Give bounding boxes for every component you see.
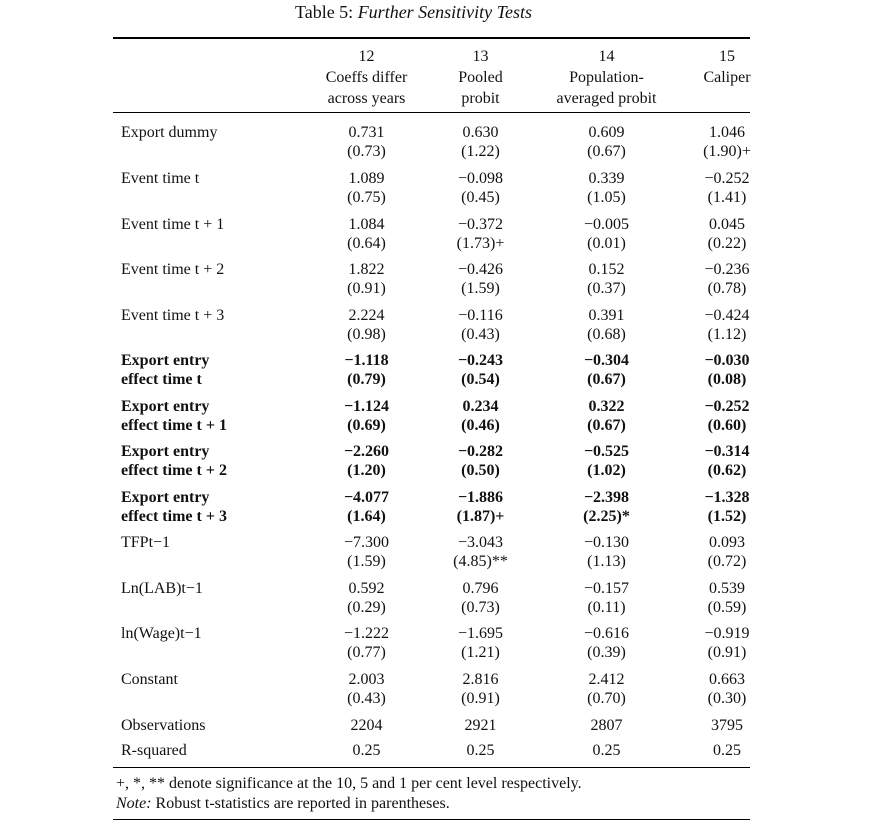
row-label <box>121 397 321 435</box>
table-cell <box>536 670 677 708</box>
table-cell <box>423 488 538 526</box>
coefficient: 2.224 <box>348 307 385 324</box>
t-statistic: (0.75) <box>347 189 386 206</box>
table-cell <box>677 716 777 735</box>
coefficient: 1.822 <box>348 261 385 278</box>
t-statistic: (0.64) <box>347 235 386 252</box>
t-statistic: (0.39) <box>587 644 626 661</box>
row-label-line: TFPt−1 <box>121 534 171 551</box>
t-statistic: (0.43) <box>461 326 500 343</box>
coefficient: −0.304 <box>583 352 630 369</box>
row-label <box>121 716 321 735</box>
table-cell <box>309 169 424 207</box>
row-label-line: Event time t + 2 <box>121 261 225 278</box>
table-cell <box>423 397 538 435</box>
t-statistic: (0.37) <box>587 280 626 297</box>
t-statistic: (1.90)+ <box>703 143 751 160</box>
row-label-line: Export entry <box>121 398 210 415</box>
t-statistic: (1.41) <box>707 189 747 206</box>
table-cell <box>536 533 677 571</box>
row-label-line: Export entry <box>121 352 210 369</box>
t-statistic: (1.52) <box>707 508 747 525</box>
top-rule <box>113 37 750 39</box>
coefficient: −0.525 <box>583 443 630 460</box>
table-cell <box>309 670 424 708</box>
table-cell <box>677 351 777 389</box>
table-cell <box>423 169 538 207</box>
t-statistic: (0.46) <box>461 417 500 434</box>
table-cell <box>309 123 424 161</box>
row-label <box>121 488 321 526</box>
coefficient: 0.391 <box>588 307 625 324</box>
coefficient: 0.25 <box>713 742 741 759</box>
table-cell <box>677 533 777 571</box>
row-label <box>121 351 321 389</box>
t-statistic: (0.08) <box>707 371 747 388</box>
coefficient: −3.043 <box>457 534 504 551</box>
coefficient: 0.25 <box>592 742 621 759</box>
coefficient: −0.426 <box>457 261 504 278</box>
coefficient: 2.003 <box>348 671 385 688</box>
t-statistic: (1.59) <box>347 553 386 570</box>
row-label-line: Event time t + 1 <box>121 216 225 233</box>
row-label-line: Constant <box>121 671 178 688</box>
row-label <box>121 442 321 480</box>
t-statistic: (0.91) <box>347 280 386 297</box>
row-label-line: R-squared <box>121 742 187 759</box>
coefficient: −4.077 <box>343 489 390 506</box>
table-cell <box>677 579 777 617</box>
t-statistic: (0.59) <box>707 599 747 616</box>
coefficient: −1.118 <box>344 352 389 369</box>
row-label <box>121 741 321 760</box>
column-name: Caliper <box>703 69 751 86</box>
t-statistic: (0.50) <box>461 462 500 479</box>
header-rule <box>113 112 750 113</box>
coefficient: −0.372 <box>457 216 504 233</box>
table-cell <box>536 741 677 760</box>
t-statistic: (0.29) <box>347 599 386 616</box>
coefficient: −7.300 <box>343 534 390 551</box>
coefficient: −0.616 <box>583 625 630 642</box>
t-statistic: (1.22) <box>461 143 500 160</box>
t-statistic: (1.05) <box>587 189 626 206</box>
coefficient: 2807 <box>590 717 623 734</box>
coefficient: −1.886 <box>457 489 504 506</box>
column-header-14 <box>536 46 677 110</box>
table-cell <box>536 215 677 253</box>
table-cell <box>423 533 538 571</box>
column-name: Coeffs differ <box>325 69 408 86</box>
t-statistic: (0.60) <box>707 417 747 434</box>
coefficient: −0.243 <box>457 352 504 369</box>
coefficient: 2204 <box>350 717 383 734</box>
coefficient: 0.609 <box>588 124 625 141</box>
column-name: Population- <box>569 69 644 86</box>
table-cell <box>309 533 424 571</box>
coefficient: −0.236 <box>704 261 750 278</box>
table-cell <box>423 351 538 389</box>
coefficient: −1.222 <box>343 625 390 642</box>
note-label: Note: <box>116 795 152 812</box>
coefficient: −0.282 <box>457 443 504 460</box>
t-statistic: (2.25)* <box>583 508 630 525</box>
row-label-line: effect time t + 1 <box>121 417 227 434</box>
coefficient: −1.695 <box>457 625 504 642</box>
table-cell <box>677 442 777 480</box>
t-statistic: (1.02) <box>587 462 626 479</box>
t-statistic: (1.87)+ <box>456 508 505 525</box>
table-cell <box>536 123 677 161</box>
table-cell <box>677 169 777 207</box>
t-statistic: (0.79) <box>347 371 386 388</box>
table-cell <box>423 579 538 617</box>
table-cell <box>536 260 677 298</box>
coefficient: −2.398 <box>583 489 630 506</box>
row-label <box>121 533 321 552</box>
t-statistic: (0.67) <box>587 417 626 434</box>
t-statistic: (1.21) <box>461 644 500 661</box>
table-cell <box>677 215 777 253</box>
table-cell <box>423 670 538 708</box>
t-statistic: (0.98) <box>347 326 386 343</box>
coefficient: −2.260 <box>343 443 390 460</box>
coefficient: −0.919 <box>704 625 750 642</box>
t-statistic: (0.72) <box>707 553 747 570</box>
row-label-line: effect time t <box>121 371 202 388</box>
column-header-12 <box>309 46 424 110</box>
t-statistic: (1.73)+ <box>456 235 505 252</box>
coefficient: 2921 <box>464 717 497 734</box>
table-cell <box>677 488 777 526</box>
row-label-line: effect time t + 3 <box>121 508 227 525</box>
coefficient: −0.116 <box>458 307 503 324</box>
row-label <box>121 215 321 234</box>
column-name: Pooled <box>458 69 503 86</box>
t-statistic: (0.73) <box>461 599 500 616</box>
row-label-line: Export entry <box>121 443 210 460</box>
row-label-line: Export dummy <box>121 124 218 141</box>
t-statistic: (0.78) <box>707 280 747 297</box>
coefficient: −0.424 <box>704 307 750 324</box>
coefficient: −0.130 <box>583 534 630 551</box>
table-cell <box>536 624 677 662</box>
row-label <box>121 624 321 643</box>
coefficient: −1.124 <box>343 398 390 415</box>
row-label <box>121 306 321 325</box>
coefficient: 0.539 <box>709 580 745 597</box>
row-label-line: Event time t + 3 <box>121 307 225 324</box>
row-label <box>121 579 321 598</box>
table-cell <box>423 123 538 161</box>
column-number: 14 <box>598 48 615 65</box>
t-statistic: (0.73) <box>347 143 386 160</box>
column-number: 15 <box>719 48 735 65</box>
table-cell <box>423 716 538 735</box>
column-name: averaged probit <box>556 90 657 107</box>
row-label <box>121 670 321 689</box>
table-cell <box>677 260 777 298</box>
row-label-line: effect time t + 2 <box>121 462 227 479</box>
t-statistic: (0.91) <box>707 644 747 661</box>
t-statistic: (0.01) <box>587 235 626 252</box>
coefficient: 0.731 <box>348 124 385 141</box>
coefficient: 0.152 <box>588 261 625 278</box>
coefficient: 3795 <box>711 717 743 734</box>
table-cell <box>423 442 538 480</box>
table-cell <box>677 397 777 435</box>
coefficient: −0.252 <box>704 170 750 187</box>
t-statistic: (0.62) <box>707 462 747 479</box>
t-statistic: (0.11) <box>587 599 626 616</box>
table-cell <box>536 306 677 344</box>
coefficient: 2.412 <box>588 671 625 688</box>
coefficient: 0.234 <box>462 398 499 415</box>
table-cell <box>423 741 538 760</box>
t-statistic: (0.22) <box>707 235 747 252</box>
coefficient: −0.157 <box>583 580 630 597</box>
coefficient: −0.005 <box>583 216 630 233</box>
coefficient: 1.084 <box>348 216 385 233</box>
row-label-line: Export entry <box>121 489 210 506</box>
coefficient: 1.046 <box>709 124 745 141</box>
coefficient: 0.045 <box>709 216 745 233</box>
t-statistic: (0.67) <box>587 143 626 160</box>
t-statistic: (4.85)** <box>453 553 508 570</box>
table-cell <box>309 215 424 253</box>
table-cell <box>309 351 424 389</box>
table-cell <box>677 123 777 161</box>
t-statistic: (0.69) <box>347 417 386 434</box>
table-cell <box>309 397 424 435</box>
column-name: across years <box>327 90 406 107</box>
t-statistic: (0.67) <box>587 371 626 388</box>
column-header-15 <box>677 46 777 110</box>
column-number: 13 <box>472 48 489 65</box>
bottom-rule <box>113 767 750 768</box>
row-label-line: Ln(LAB)t−1 <box>121 580 203 597</box>
table-cell <box>309 624 424 662</box>
t-statistic: (0.30) <box>707 690 747 707</box>
table-cell <box>423 306 538 344</box>
table-cell <box>309 488 424 526</box>
coefficient: −0.314 <box>704 443 750 460</box>
coefficient: 1.089 <box>348 170 385 187</box>
table-cell <box>536 579 677 617</box>
table-cell <box>677 624 777 662</box>
t-statistic: (0.70) <box>587 690 626 707</box>
row-label <box>121 169 321 188</box>
table-cell <box>309 579 424 617</box>
table-cell <box>677 741 777 760</box>
table-cell <box>677 306 777 344</box>
coefficient: 0.25 <box>466 742 495 759</box>
coefficient: 0.796 <box>462 580 499 597</box>
table-cell <box>536 169 677 207</box>
coefficient: −0.098 <box>457 170 504 187</box>
t-statistic: (1.64) <box>347 508 386 525</box>
row-label-line: Event time t <box>121 170 200 187</box>
coefficient: 2.816 <box>462 671 499 688</box>
table-cell <box>309 442 424 480</box>
significance-note: +, *, ** denote significance at the 10, 5 and 1 per cent level respectively. <box>116 775 582 792</box>
row-label <box>121 123 321 142</box>
table-cell <box>423 260 538 298</box>
table-cell <box>423 215 538 253</box>
row-label-line: ln(Wage)t−1 <box>121 625 202 642</box>
robust-note <box>116 794 756 814</box>
table-cell <box>309 260 424 298</box>
table-caption <box>0 0 877 26</box>
table-cell <box>677 670 777 708</box>
coefficient: −0.252 <box>704 398 750 415</box>
table-cell <box>309 741 424 760</box>
coefficient: 0.25 <box>352 742 381 759</box>
column-name: probit <box>461 90 500 107</box>
notes-rule <box>113 819 750 820</box>
note-text: Robust t-statistics are reported in parentheses. <box>155 795 450 812</box>
t-statistic: (0.45) <box>461 189 500 206</box>
column-number: 12 <box>358 48 375 65</box>
table-cell <box>309 306 424 344</box>
coefficient: 0.339 <box>588 170 625 187</box>
coefficient: 0.663 <box>709 671 745 688</box>
coefficient: 0.093 <box>709 534 745 551</box>
t-statistic: (1.59) <box>461 280 500 297</box>
t-statistic: (0.91) <box>461 690 500 707</box>
t-statistic: (0.68) <box>587 326 626 343</box>
t-statistic: (0.43) <box>347 690 386 707</box>
t-statistic: (1.20) <box>347 462 386 479</box>
column-header-13 <box>423 46 538 110</box>
t-statistic: (0.77) <box>347 644 386 661</box>
t-statistic: (1.13) <box>587 553 626 570</box>
table-label: Table 5: <box>294 2 354 22</box>
table-cell <box>536 442 677 480</box>
coefficient: −0.030 <box>704 352 750 369</box>
table-cell <box>536 397 677 435</box>
coefficient: 0.322 <box>588 398 625 415</box>
row-label-line: Observations <box>121 717 206 734</box>
coefficient: 0.592 <box>348 580 385 597</box>
t-statistic: (1.12) <box>707 326 747 343</box>
table-cell <box>309 716 424 735</box>
table-cell <box>423 624 538 662</box>
row-label <box>121 260 321 279</box>
table-cell <box>536 351 677 389</box>
table-title: Further Sensitivity Tests <box>357 2 533 22</box>
coefficient: −1.328 <box>704 489 750 506</box>
t-statistic: (0.54) <box>461 371 500 388</box>
table-notes <box>116 774 756 814</box>
coefficient: 0.630 <box>462 124 499 141</box>
table-cell <box>536 716 677 735</box>
table-cell <box>536 488 677 526</box>
